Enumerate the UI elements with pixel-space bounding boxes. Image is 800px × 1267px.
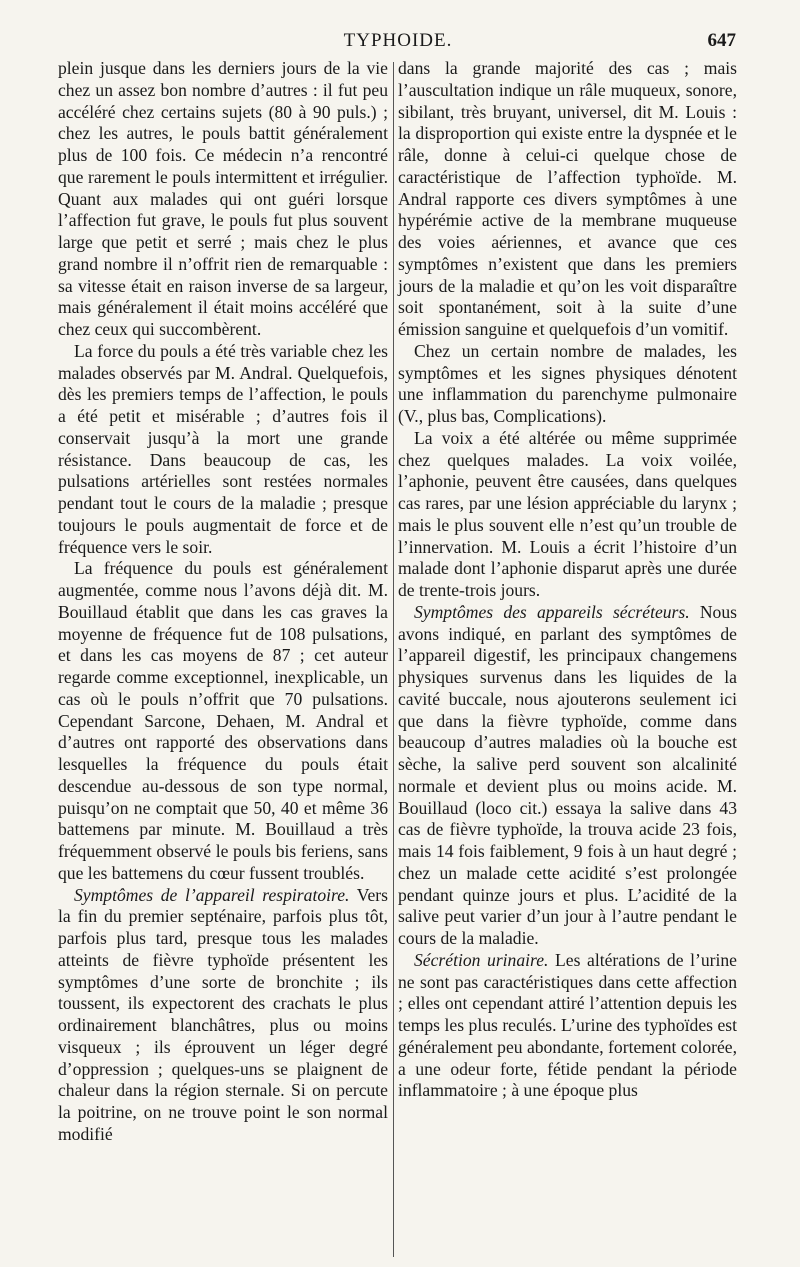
paragraph: La fréquence du pouls est généralement augmentée, comme nous l’avons déjà dit. M. Bouillaud établit que dans les cas graves la moyenne de fréquence fut de 108 pulsations, et dans les cas moyens de 87 ; cet auteur regarde comme exceptionnel, inexplicable, un cas où le pouls n’offrit que 70 pulsations. Cependant Sarcone, Dehaen, M. Andral et d’autres ont rapporté des observations dans lesquelles la fréquence du pouls était descendue au-dessous de son type normal, puisqu’on ne comptait que 50, 40 et même 36 battemens par minute. M. Bouillaud a très fréquemment observé le pouls bis feriens, sans que les battemens du cœur fussent troublés. xyxy=(58,558,388,883)
paragraph: La force du pouls a été très variable chez les malades observés par M. Andral. Quelquefois, dès les premiers temps de l’affection, le pouls a été petit et misérable ; d’autres fois il conservait jusqu’à la mort une grande résistance. Dans beaucoup de cas, les pulsations artérielles sont restées normales pendant tout le cours de la maladie ; presque toujours le pouls augmentait de force et de fréquence vers le soir. xyxy=(58,340,388,557)
section-paragraph xyxy=(398,950,737,1102)
section-heading: Sécrétion urinaire. xyxy=(414,949,549,970)
section-paragraph xyxy=(398,602,737,950)
paragraph-text: Vers la fin du premier septénaire, parfois plus tôt, parfois plus tard, presque tous les malades atteints de fièvre typhoïde présentent les symptômes d’une sorte de bronchite ; ils toussent, ils expectorent des crachats le plus ordinairement blanchâtres, plus ou moins visqueux ; ils éprouvent un léger degré d’oppression ; quelques-uns se plaignent de chaleur dans la région sternale. Si on percute la poitrine, on ne trouve point le son normal modifié xyxy=(58,884,388,1144)
running-title: TYPHOIDE. xyxy=(343,30,453,51)
paragraph: plein jusque dans les derniers jours de la vie chez un assez bon nombre d’autres : il fut peu accéléré chez certains sujets (80 à 90 puls.) ; chez les autres, le pouls battit généralement plus de 100 fois. Ce médecin n’a rencontré que rarement le pouls intermittent et irrégulier. Quant aux malades qui ont guéri lorsque l’affection fut grave, le pouls fut plus souvent large que petit et serré ; mais chez le plus grand nombre il n’offrit rien de remarquable : sa vitesse était en raison inverse de sa largeur, mais généralement il était moins accéléré que chez ceux qui succombèrent. xyxy=(58,58,388,339)
section-paragraph xyxy=(58,885,388,1146)
paragraph: La voix a été altérée ou même supprimée chez quelques malades. La voix voilée, l’aphonie, peuvent être causées, dans quelques cas rares, par une lésion appréciable du larynx ; mais le plus souvent elle n’est qu’un trouble de l’innervation. M. Louis a écrit l’histoire d’un malade dont l’aphonie disparut après une durée de trente-trois jours. xyxy=(398,427,737,600)
column-divider xyxy=(393,62,394,1257)
page-number: 647 xyxy=(707,30,736,51)
section-heading: Symptômes de l’appareil respiratoire. xyxy=(74,884,350,905)
paragraph-text: Les altérations de l’urine ne sont pas caractéristiques dans cette affection ; elles ont cependant attiré l’attention depuis les temps les plus reculés. L’urine des typhoïdes est généralement peu abondante, fortement colorée, a une odeur forte, fétide pendant la période inflammatoire ; à une époque plus xyxy=(398,949,738,1101)
section-heading: Symptômes des appareils sécréteurs. xyxy=(414,601,690,622)
paragraph: Chez un certain nombre de malades, les symptômes et les signes physiques dénotent une inflammation du parenchyme pulmonaire (V., plus bas, Complications). xyxy=(398,340,737,426)
left-column xyxy=(58,58,388,1258)
paragraph-text: Nous avons indiqué, en parlant des symptômes de l’appareil digestif, les principaux changemens physiques survenus dans les liquides de la cavité buccale, nous ajouterons seulement ici que dans la fièvre typhoïde, comme dans beaucoup d’autres maladies où la bouche est sèche, la salive perd souvent son alcalinité normale et devient plus ou moins acide. M. Bouillaud (loco cit.) essaya la salive dans 43 cas de fièvre typhoïde, la trouva acide 23 fois, mais 14 fois faiblement, 9 fois à un haut degré ; chez un malade cette acidité s’est prolongée pendant quinze jours et plus. L’acidité de la salive peut varier d’un jour à l’autre pendant le cours de la maladie. xyxy=(398,601,737,948)
right-column xyxy=(398,58,737,1258)
running-header xyxy=(60,28,736,54)
paragraph: dans la grande majorité des cas ; mais l’auscultation indique un râle muqueux, sonore, sibilant, très bruyant, universel, dit M. Louis : la disproportion qui existe entre la dyspnée et le râle, donne à celui-ci quelque chose de caractéristique de l’affection typhoïde. M. Andral rapporte ces divers symptômes à une hypérémie active de la membrane muqueuse des voies aériennes, et avance que ces symptômes n’existent que dans les premiers jours de la maladie et qu’on les voit disparaître soit spontanément, soit à la suite d’une émission sanguine et quelquefois d’un vomitif. xyxy=(398,58,737,339)
